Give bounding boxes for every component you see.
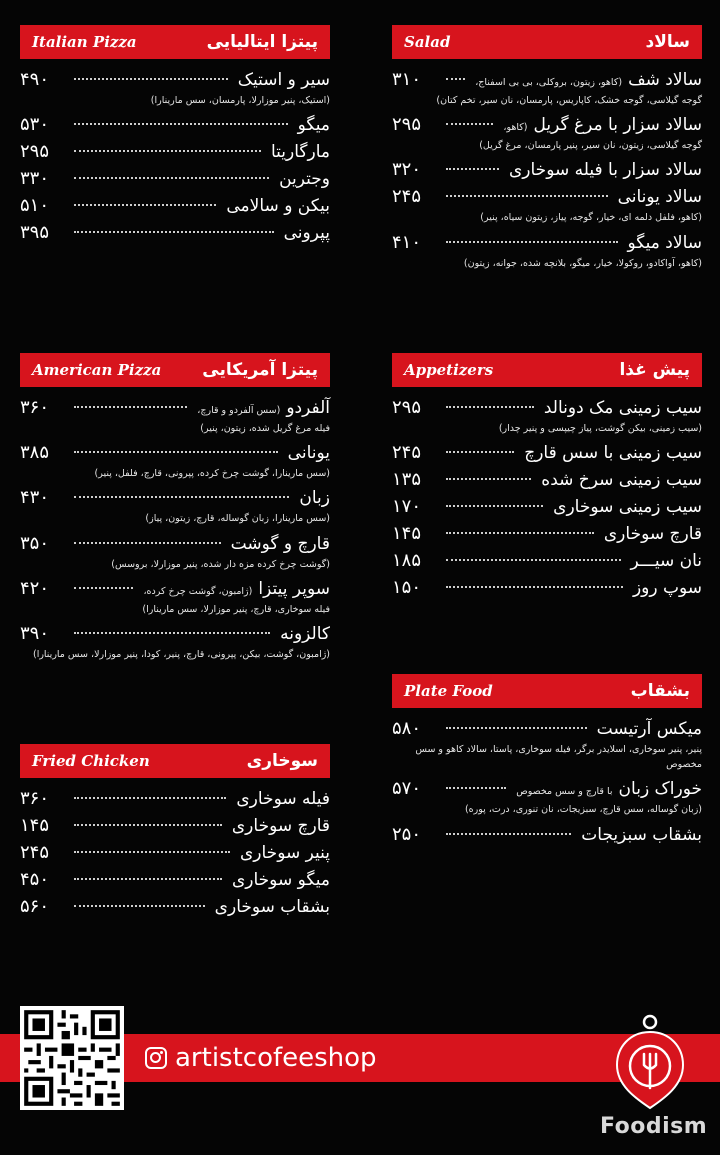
section-italian-pizza bbox=[20, 25, 330, 249]
dot-leader bbox=[74, 542, 221, 544]
menu-item-name: میگو سوخاری bbox=[231, 870, 330, 890]
menu-item-name: قارچ سوخاری bbox=[231, 816, 330, 836]
menu-item bbox=[20, 842, 330, 863]
menu-item-row bbox=[20, 487, 330, 508]
menu-item bbox=[20, 896, 330, 917]
menu-item-name: سالاد سزار با مرغ گریل bbox=[533, 115, 702, 136]
menu-item bbox=[392, 824, 702, 845]
menu-item-description: (گوشت چرخ کرده مزه دار شده، پنیر موزارلا، بروسس) bbox=[111, 558, 330, 570]
dot-leader bbox=[74, 587, 133, 589]
menu-item bbox=[20, 442, 330, 481]
menu-item bbox=[20, 533, 330, 572]
menu-item-row bbox=[392, 469, 702, 490]
menu-item-price: ۴۱۰ bbox=[392, 231, 422, 253]
menu-item-inline-note: (ژامبون، گوشت چرخ کرده، bbox=[143, 585, 253, 597]
menu-item-description: گوجه گیلاسی، گوجه خشک، کاپاریس، پارمسان، نان سیر، تخم کتان) bbox=[436, 95, 702, 106]
menu-item bbox=[392, 523, 702, 544]
menu-item bbox=[392, 232, 702, 271]
dot-leader bbox=[74, 905, 205, 907]
menu-item bbox=[392, 114, 702, 153]
section-header bbox=[20, 25, 330, 59]
menu-item-name: فیله سوخاری bbox=[236, 789, 330, 809]
section-title-fa: پیتزا ایتالیایی bbox=[206, 32, 318, 52]
menu-item-price: ۵۳۰ bbox=[20, 114, 50, 136]
dot-leader bbox=[446, 241, 618, 243]
section-appetizers bbox=[392, 353, 702, 604]
section-fried-chicken bbox=[20, 744, 330, 923]
menu-item bbox=[392, 69, 702, 108]
menu-item-price: ۱۳۵ bbox=[392, 469, 422, 491]
section-american-pizza bbox=[20, 353, 330, 668]
menu-item-price: ۲۴۵ bbox=[392, 442, 422, 464]
section-title-fa: پیتزا آمریکایی bbox=[202, 360, 318, 380]
menu-item-price: ۲۹۵ bbox=[392, 397, 422, 418]
menu-item bbox=[20, 168, 330, 189]
menu-item-price: ۳۹۰ bbox=[20, 622, 50, 644]
section-title-en: Salad bbox=[404, 33, 451, 51]
menu-item-name: سالاد میگو bbox=[627, 232, 702, 253]
menu-item-name: سیب زمینی با سس قارچ bbox=[524, 443, 702, 464]
menu-item-price: ۲۹۵ bbox=[392, 114, 422, 136]
menu-item-name: سالاد شف bbox=[628, 70, 702, 90]
qr-code-icon[interactable] bbox=[20, 1006, 124, 1110]
menu-item-price: ۴۲۰ bbox=[20, 577, 50, 599]
menu-item-price: ۲۹۵ bbox=[20, 141, 50, 163]
menu-item-name: سیب زمینی مک دونالد bbox=[543, 398, 702, 418]
menu-item-row bbox=[20, 222, 330, 243]
menu-item-price: ۲۴۵ bbox=[20, 842, 50, 863]
menu-item-price: ۳۹۵ bbox=[20, 222, 50, 244]
menu-item bbox=[20, 69, 330, 108]
menu-item-name: سوپر پیتزا bbox=[258, 578, 330, 599]
menu-item-row bbox=[392, 778, 702, 799]
menu-item-price: ۱۴۵ bbox=[392, 523, 422, 545]
menu-item bbox=[20, 397, 330, 436]
menu-item-description: فیله مرغ گریل شده، زیتون، پنیر) bbox=[200, 423, 330, 434]
menu-item-row bbox=[392, 114, 702, 135]
menu-item-name: میگو bbox=[297, 115, 330, 136]
menu-item-description: گوجه گیلاسی، زیتون، نان سیر، پنیر پارمسان، مرغ گریل) bbox=[479, 140, 702, 152]
dot-leader bbox=[446, 532, 594, 534]
section-title-fa: بشقاب bbox=[630, 681, 690, 701]
menu-item-name: آلفردو bbox=[286, 398, 330, 418]
instagram-handle[interactable] bbox=[145, 1043, 377, 1073]
menu-item-price: ۴۳۰ bbox=[20, 487, 50, 509]
menu-item bbox=[20, 222, 330, 243]
menu-item-description: فیله سوخاری، قارچ، پنیر موزارلا، سس مارینارا) bbox=[142, 603, 330, 615]
menu-item-name: سیب زمینی سوخاری bbox=[553, 497, 702, 518]
menu-item-name: نان سیـــر bbox=[630, 551, 702, 572]
menu-item-price: ۲۵۰ bbox=[392, 823, 422, 845]
dot-leader bbox=[74, 851, 230, 853]
dot-leader bbox=[74, 797, 226, 799]
dot-leader bbox=[74, 451, 278, 453]
menu-items bbox=[20, 397, 330, 662]
foodism-logo-icon bbox=[605, 1010, 695, 1110]
section-title-en: Italian Pizza bbox=[32, 33, 137, 51]
dot-leader bbox=[74, 496, 289, 498]
menu-item-price: ۳۱۰ bbox=[392, 69, 422, 90]
dot-leader bbox=[446, 505, 543, 507]
section-title-en: Fried Chicken bbox=[32, 752, 150, 770]
section-plate-food bbox=[392, 674, 702, 851]
dot-leader bbox=[74, 824, 222, 826]
instagram-icon bbox=[145, 1047, 167, 1069]
menu-item-name: سالاد یونانی bbox=[617, 187, 702, 208]
menu-item bbox=[20, 195, 330, 216]
menu-item-row bbox=[392, 577, 702, 598]
menu-item bbox=[20, 141, 330, 162]
menu-item-name: میکس آرتیست bbox=[596, 719, 702, 739]
menu-item-price: ۵۱۰ bbox=[20, 195, 50, 217]
menu-item-name: بشقاب سوخاری bbox=[214, 897, 330, 917]
menu-item-price: ۱۵۰ bbox=[392, 577, 422, 599]
dot-leader bbox=[446, 586, 623, 588]
menu-item-row bbox=[392, 397, 702, 418]
dot-leader bbox=[446, 787, 506, 789]
menu-items bbox=[20, 788, 330, 917]
section-title-en: American Pizza bbox=[32, 361, 162, 379]
menu-item bbox=[20, 869, 330, 890]
menu-item-description: (استیک، پنیر موزارلا، پارمسان، سس مارینارا) bbox=[150, 95, 330, 106]
menu-item-row bbox=[20, 815, 330, 836]
menu-item-inline-note: (کاهو، زیتون، بروکلی، بی بی اسفناج، bbox=[475, 77, 623, 88]
menu-item-inline-note: (سس آلفردو و قارچ، bbox=[197, 405, 281, 416]
menu-item-description: پنیر، پنیر سوخاری، اسلایدر برگر، فیله سوخاری، پاستا، سالاد کاهو و سس مخصوص bbox=[415, 744, 702, 771]
dot-leader bbox=[74, 177, 269, 179]
menu-item-name: یونانی bbox=[287, 443, 330, 464]
menu-item-price: ۱۷۰ bbox=[392, 496, 422, 518]
qr-code-graphic bbox=[20, 1006, 124, 1110]
menu-item-inline-note: با قارچ و سس مخصوص bbox=[516, 786, 613, 798]
menu-item-row bbox=[392, 232, 702, 253]
menu-item-row bbox=[392, 186, 702, 207]
section-header bbox=[392, 353, 702, 387]
section-salad bbox=[392, 25, 702, 277]
menu-item-name: سوپ روز bbox=[632, 578, 702, 599]
menu-item-name: پنیر سوخاری bbox=[239, 843, 330, 863]
menu-item bbox=[392, 186, 702, 225]
menu-item-name: سالاد سزار با فیله سوخاری bbox=[508, 160, 702, 181]
menu-item bbox=[20, 578, 330, 617]
menu-item bbox=[20, 815, 330, 836]
menu-item bbox=[392, 496, 702, 517]
menu-item-name: بیکن و سالامی bbox=[226, 196, 330, 217]
dot-leader bbox=[446, 559, 621, 561]
section-title-en: Appetizers bbox=[404, 361, 494, 379]
menu-item bbox=[392, 778, 702, 817]
menu-item-name: قارچ سوخاری bbox=[603, 524, 702, 545]
dot-leader bbox=[446, 451, 514, 453]
menu-item-description: (ژامبون، گوشت، بیکن، پپرونی، قارچ، پنیر، کودا، پنیر موزارلا، سس مارینارا) bbox=[32, 648, 330, 660]
menu-item-row bbox=[20, 788, 330, 809]
dot-leader bbox=[74, 231, 274, 233]
dot-leader bbox=[446, 168, 499, 170]
menu-item-price: ۴۵۰ bbox=[20, 869, 50, 890]
menu-item-price: ۱۴۵ bbox=[20, 815, 50, 836]
dot-leader bbox=[446, 78, 465, 80]
menu-item-description: (کاهو، فلفل دلمه ای، خیار، گوجه، پیاز، زیتون سیاه، پنیر) bbox=[480, 212, 702, 224]
menu-item-description: (زبان گوساله، سس قارچ، سبزیجات، نان تنوری، درت، پوره) bbox=[464, 804, 702, 816]
menu-item-price: ۳۲۰ bbox=[392, 159, 422, 181]
menu-item-row bbox=[392, 496, 702, 517]
menu-item-price: ۱۸۵ bbox=[392, 550, 422, 572]
dot-leader bbox=[446, 727, 587, 729]
menu-item-name: وجترین bbox=[279, 169, 330, 190]
dot-leader bbox=[446, 123, 493, 125]
menu-item-inline-note: (کاهو، bbox=[503, 122, 528, 134]
menu-item-name: مارگاریتا bbox=[270, 142, 330, 163]
menu-item-name: پپرونی bbox=[283, 223, 330, 244]
menu-item-row bbox=[20, 869, 330, 890]
menu-item bbox=[392, 442, 702, 463]
menu-item-price: ۳۶۰ bbox=[20, 397, 50, 418]
menu-item-price: ۳۵۰ bbox=[20, 532, 50, 554]
dot-leader bbox=[74, 150, 261, 152]
menu-item-price: ۲۴۵ bbox=[392, 186, 422, 208]
menu-item bbox=[20, 788, 330, 809]
menu-item-row bbox=[20, 442, 330, 463]
menu-item-description: (سس مارینارا، گوشت چرخ کرده، پپرونی، قارچ، فلفل، پنیر) bbox=[94, 468, 330, 480]
instagram-handle-text: artistcofeeshop bbox=[175, 1043, 377, 1073]
menu-item-row bbox=[20, 69, 330, 90]
dot-leader bbox=[74, 406, 187, 408]
menu-item-name: بشقاب سبزیجات bbox=[581, 824, 702, 845]
menu-item bbox=[392, 718, 702, 772]
menu-item-name: کالزونه bbox=[280, 623, 330, 644]
menu-item-row bbox=[20, 397, 330, 418]
menu-item-price: ۴۹۰ bbox=[20, 69, 50, 90]
menu-item bbox=[20, 114, 330, 135]
dot-leader bbox=[446, 195, 608, 197]
menu-item-row bbox=[392, 824, 702, 845]
menu-item-name: خوراک زبان bbox=[618, 779, 702, 800]
menu-item-row bbox=[20, 168, 330, 189]
menu-item bbox=[20, 487, 330, 526]
menu-item-row bbox=[20, 195, 330, 216]
section-header bbox=[392, 674, 702, 708]
menu-item-row bbox=[392, 718, 702, 739]
dot-leader bbox=[74, 878, 222, 880]
section-header bbox=[20, 744, 330, 778]
menu-item bbox=[392, 469, 702, 490]
menu-item-price: ۳۳۰ bbox=[20, 168, 50, 190]
section-header bbox=[20, 353, 330, 387]
section-title-en: Plate Food bbox=[404, 682, 493, 700]
menu-item-row bbox=[392, 69, 702, 90]
menu-item-price: ۳۸۵ bbox=[20, 442, 50, 464]
dot-leader bbox=[446, 406, 534, 408]
menu-item-description: (سیب زمینی، بیکن گوشت، پیاز چیپسی و پنیر چدار) bbox=[498, 423, 702, 434]
menu-item-name: سیب زمینی سرخ شده bbox=[541, 470, 702, 491]
menu-item-row bbox=[20, 533, 330, 554]
menu-items bbox=[392, 69, 702, 271]
menu-item bbox=[392, 397, 702, 436]
section-title-fa: سوخاری bbox=[246, 751, 318, 771]
menu-item-row bbox=[20, 578, 330, 599]
menu-item-row bbox=[20, 623, 330, 644]
menu-item-name: قارچ و گوشت bbox=[230, 533, 330, 554]
menu-item-description: (سس مارینارا، زبان گوساله، قارچ، زیتون، پیاز) bbox=[145, 513, 330, 525]
menu-item-row bbox=[392, 159, 702, 180]
menu-items bbox=[20, 69, 330, 243]
menu-item-name: سیر و استیک bbox=[237, 70, 330, 90]
menu-items bbox=[392, 718, 702, 845]
menu-item bbox=[20, 623, 330, 662]
menu-item-description: (کاهو، آواکادو، روکولا، خیار، میگو، بلانچه شده، جوانه، زیتون) bbox=[463, 257, 702, 269]
menu-item-row bbox=[20, 141, 330, 162]
section-title-fa: پیش غذا bbox=[619, 360, 690, 380]
dot-leader bbox=[74, 632, 270, 634]
section-header bbox=[392, 25, 702, 59]
section-title-fa: سالاد bbox=[645, 32, 690, 52]
menu-item-price: ۵۷۰ bbox=[392, 778, 422, 800]
menu-item-row bbox=[20, 896, 330, 917]
menu-item-row bbox=[392, 442, 702, 463]
menu-item-price: ۳۶۰ bbox=[20, 788, 50, 809]
dot-leader bbox=[74, 78, 228, 80]
dot-leader bbox=[74, 123, 288, 125]
dot-leader bbox=[74, 204, 216, 206]
menu-item-row bbox=[392, 550, 702, 571]
menu-item-row bbox=[20, 842, 330, 863]
menu-item-row bbox=[392, 523, 702, 544]
dot-leader bbox=[446, 833, 571, 835]
dot-leader bbox=[446, 478, 531, 480]
menu-item-name: زبان bbox=[299, 488, 330, 509]
menu-item-row bbox=[20, 114, 330, 135]
menu-item bbox=[392, 577, 702, 598]
menu-item bbox=[392, 159, 702, 180]
menu-item-price: ۵۸۰ bbox=[392, 718, 422, 739]
foodism-brand-text: Foodism bbox=[600, 1114, 708, 1139]
menu-items bbox=[392, 397, 702, 598]
menu-item-price: ۵۶۰ bbox=[20, 896, 50, 917]
menu-item bbox=[392, 550, 702, 571]
